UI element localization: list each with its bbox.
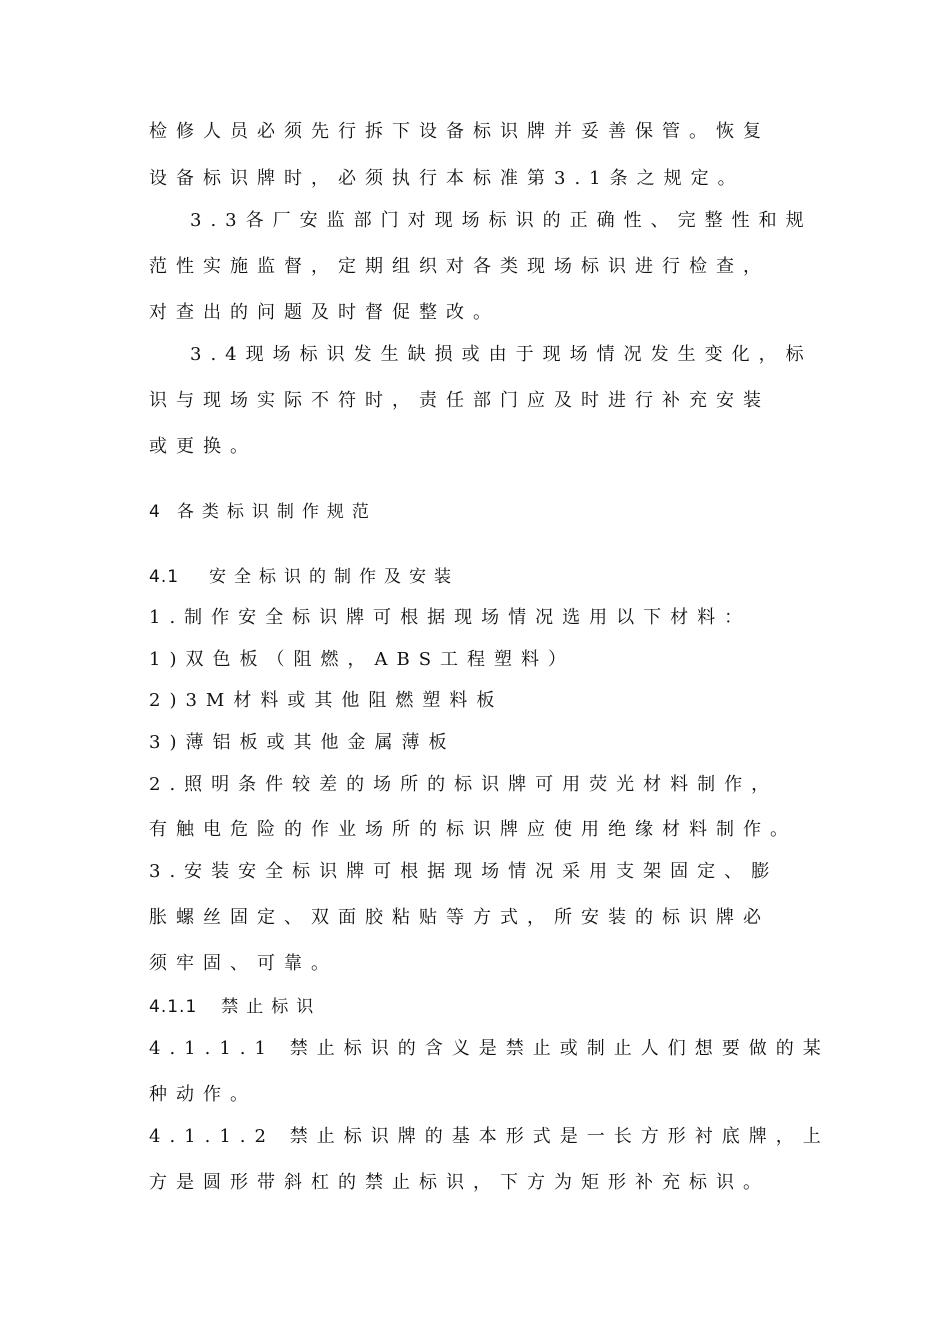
section-4-heading [149,500,377,524]
clause-line: 方是圆形带斜杠的禁止标识，下方为矩形补充标识。 [149,1172,770,1193]
section-title: 禁止标识 [221,997,322,1017]
paragraph-line: 检修人员必须先行拆下设备标识牌并妥善保管。恢复 [149,121,770,142]
clause-3-3-line: 3.3各厂安监部门对现场标识的正确性、完整性和规 [190,210,813,231]
section-number: 4 [149,502,161,522]
list-item: 1.制作安全标识牌可根据现场情况选用以下材料： [149,607,752,628]
paragraph-line: 识与现场实际不符时，责任部门应及时进行补充安装 [149,390,770,411]
list-item: 3.安装安全标识牌可根据现场情况采用支架固定、膨 [149,861,779,882]
section-number: 4.1 [149,567,180,587]
clause-3-4-line: 3.4现场标识发生缺损或由于现场情况发生变化，标 [190,344,813,365]
list-item: 1)双色板（阻燃，ABS工程塑料） [149,649,576,670]
list-item: 有触电危险的作业场所的标识牌应使用绝缘材料制作。 [149,819,797,840]
list-item: 胀螺丝固定、双面胶粘贴等方式，所安装的标识牌必 [149,907,770,928]
section-number: 4.1.1 [149,997,198,1017]
section-4-1-heading [149,565,459,589]
clause-line: 4.1.1.1 禁止标识的含义是禁止或制止人们想要做的某 [149,1038,830,1059]
paragraph-line: 或更换。 [149,436,257,457]
paragraph-line: 对查出的问题及时督促整改。 [149,302,500,323]
paragraph-line: 范性实施监督，定期组织对各类现场标识进行检查， [149,256,770,277]
clause-line: 种动作。 [149,1084,257,1105]
list-item: 3)薄铝板或其他金属薄板 [149,732,456,753]
section-4-1-1-heading [149,995,321,1019]
paragraph-line: 设备标识牌时，必须执行本标准第3.1条之规定。 [149,168,745,189]
list-item: 2.照明条件较差的场所的标识牌可用荧光材料制作， [149,774,779,795]
clause-line: 4.1.1.2 禁止标识牌的基本形式是一长方形衬底牌，上 [149,1126,830,1147]
list-item: 2)3M材料或其他阻燃塑料板 [149,690,504,711]
list-item: 须牢固、可靠。 [149,953,338,974]
section-title: 安全标识的制作及安装 [209,567,460,587]
section-title: 各类标识制作规范 [176,502,377,522]
